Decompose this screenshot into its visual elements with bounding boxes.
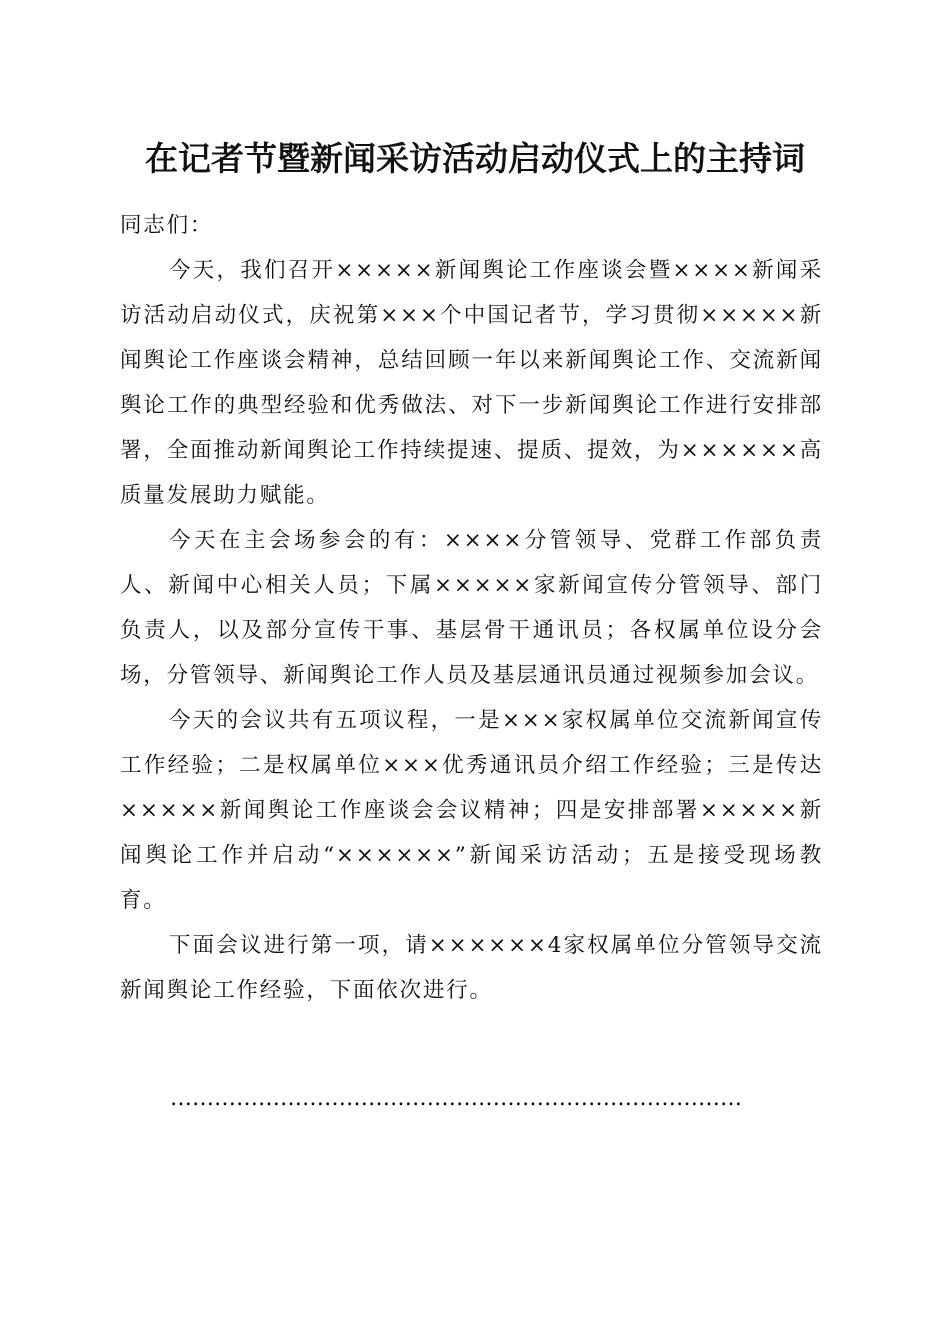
paragraph-4: 下面会议进行第一项，请××××××4家权属单位分管领导交流新闻舆论工作经验，下面依次进行。 [120, 933, 823, 1003]
paragraph-1: 今天，我们召开×××××新闻舆论工作座谈会暨××××新闻采访活动启动仪式，庆祝第×××个中国记者节，学习贯彻×××××新闻舆论工作座谈会精神，总结回顾一年以来新闻舆论工作、交流新闻舆论工作的典型经验和优秀做法、对下一步新闻舆论工作进行安排部署，全面推动新闻舆论工作持续提速、提质、提效，为××××××高质量发展助力赋能。 [120, 258, 823, 508]
document-title: 在记者节暨新闻采访活动启动仪式上的主持词 [145, 139, 805, 178]
salutation: 同志们： [120, 213, 214, 238]
paragraph-2: 今天在主会场参会的有：××××分管领导、党群工作部负责人、新闻中心相关人员；下属×××××家新闻宣传分管领导、部门负责人，以及部分宣传干事、基层骨干通讯员；各权属单位设分会场，分管领导、新闻舆论工作人员及基层通讯员通过视频参加会议。 [120, 528, 823, 688]
ellipsis-line: …………………………………………………………………… [170, 1086, 742, 1111]
paragraph-3: 今天的会议共有五项议程，一是×××家权属单位交流新闻宣传工作经验；二是权属单位×××优秀通讯员介绍工作经验；三是传达×××××新闻舆论工作座谈会会议精神；四是安排部署×××××新闻舆论工作并启动“××××××”新闻采访活动；五是接受现场教育。 [120, 708, 823, 913]
document-body [120, 203, 823, 1013]
